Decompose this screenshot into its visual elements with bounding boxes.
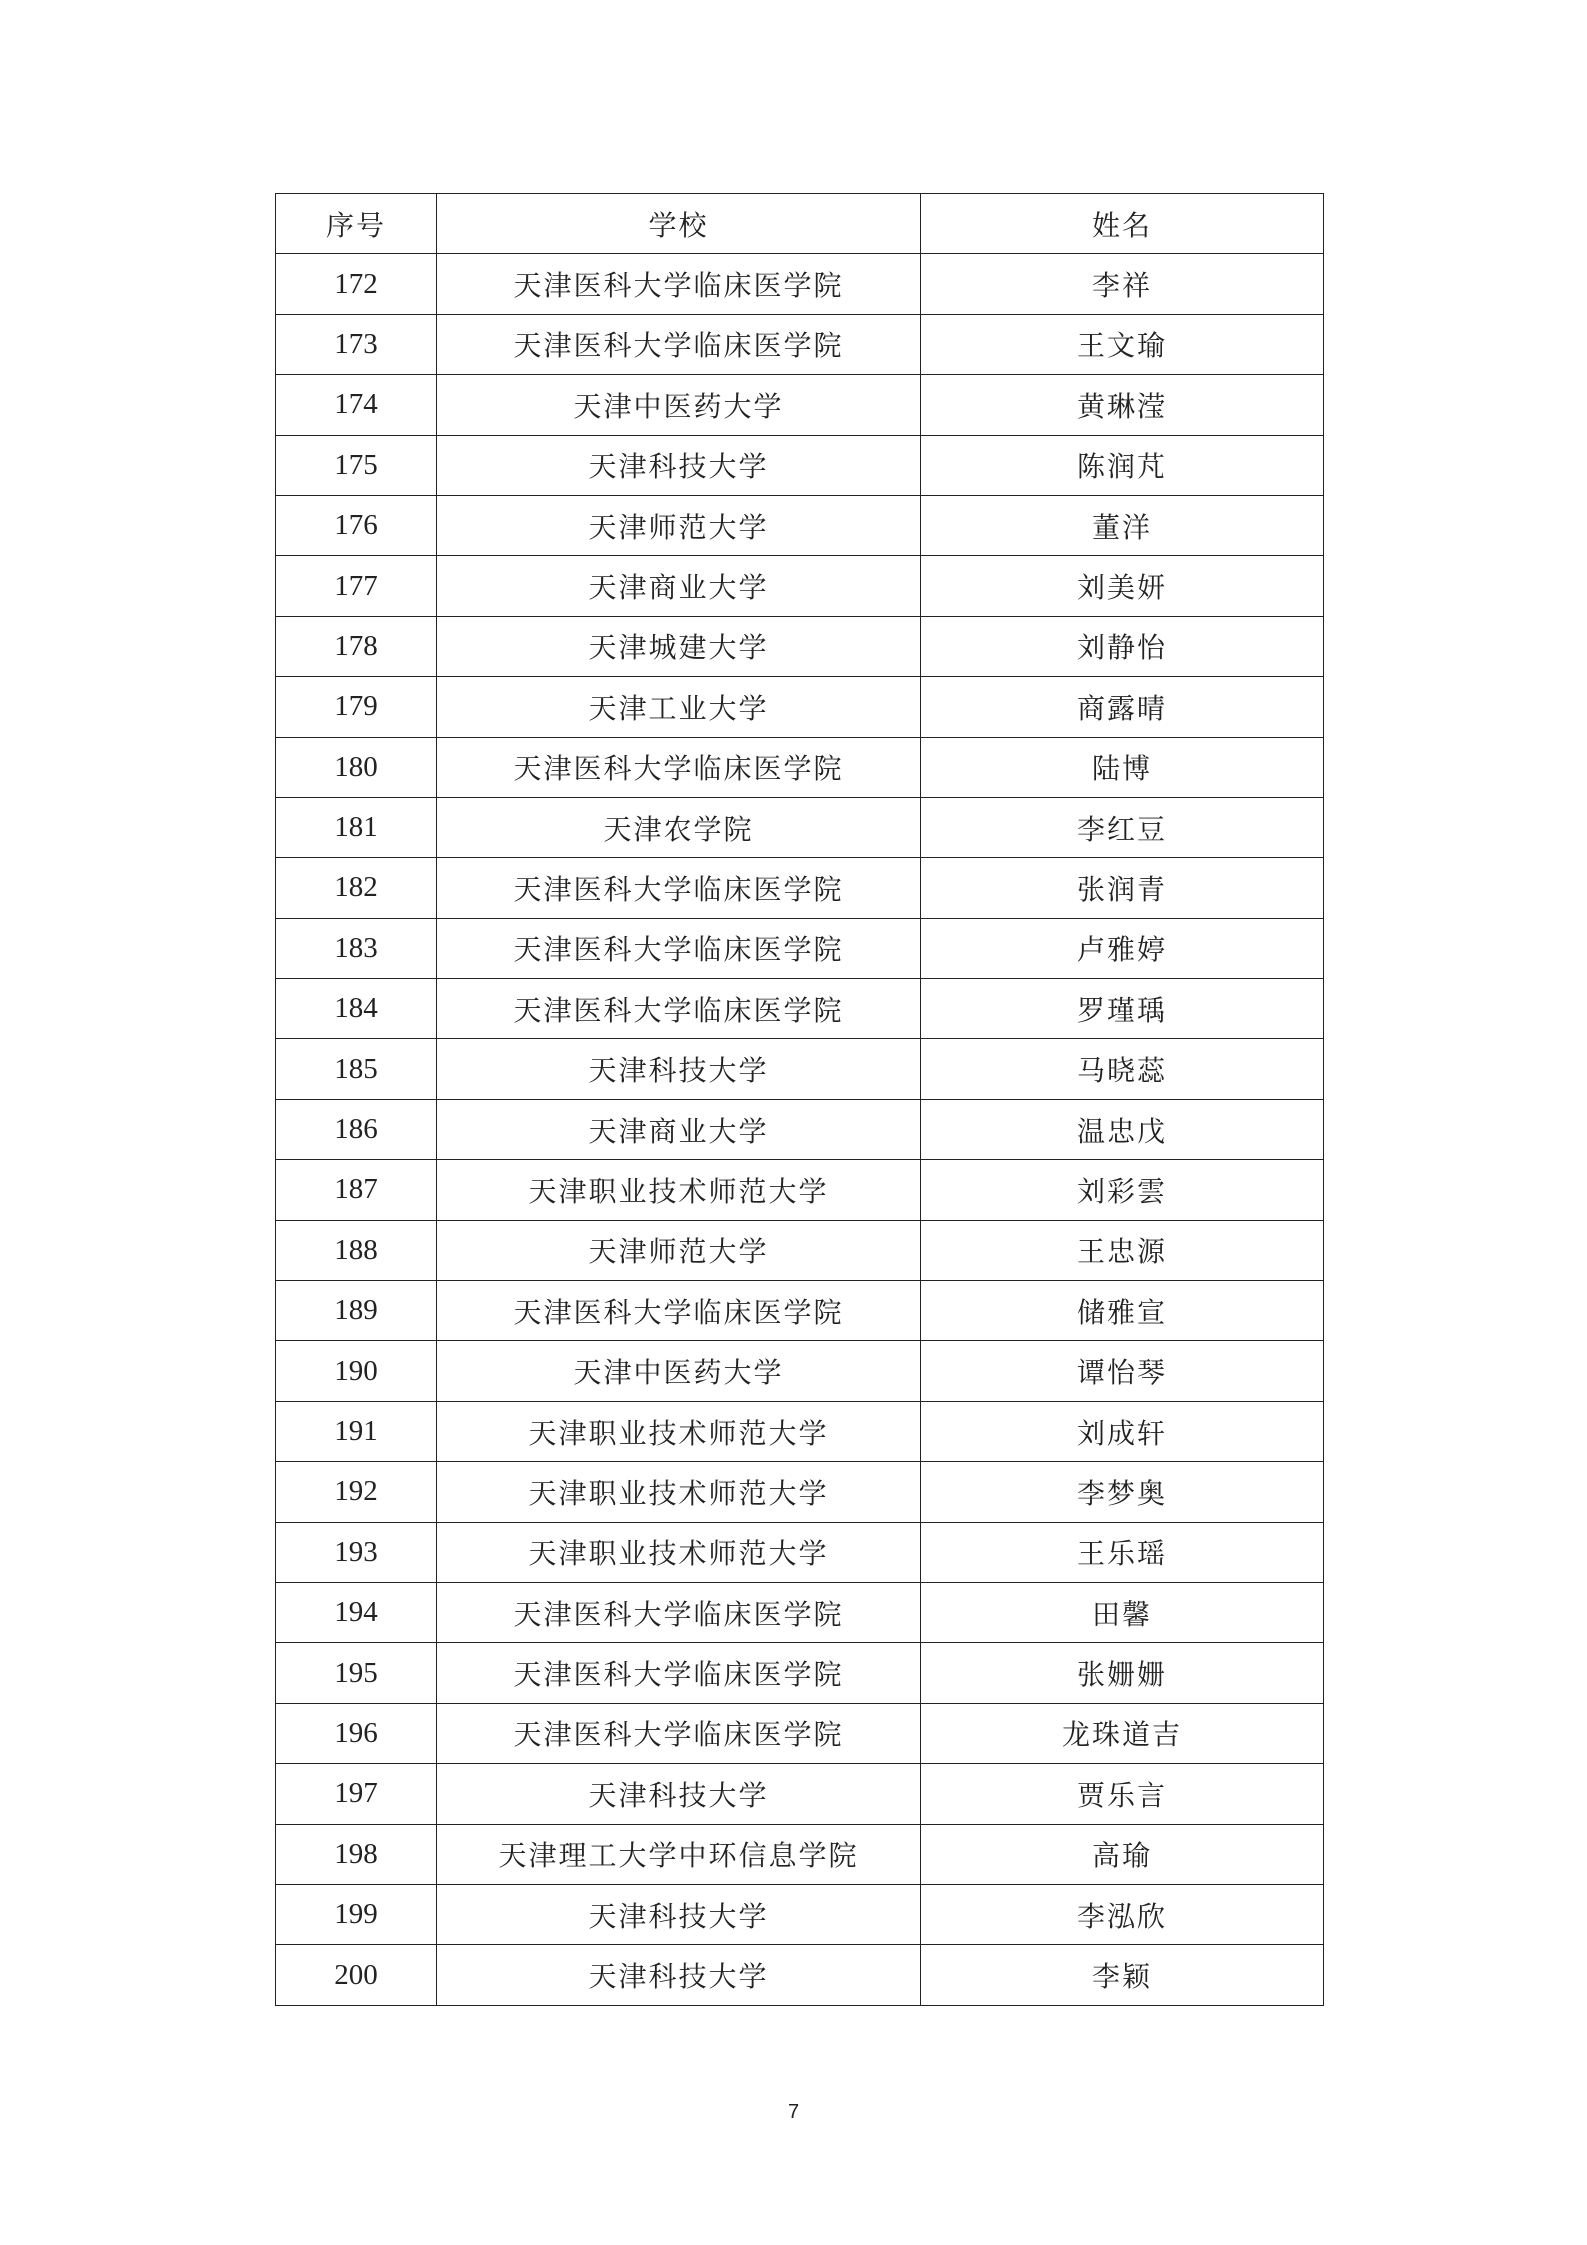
cell-name: 贾乐言 xyxy=(921,1764,1324,1824)
cell-school: 天津科技大学 xyxy=(437,1039,921,1099)
table-row xyxy=(276,1522,1324,1582)
cell-school: 天津职业技术师范大学 xyxy=(437,1401,921,1461)
cell-school: 天津农学院 xyxy=(437,797,921,857)
table-row xyxy=(276,858,1324,918)
cell-school: 天津科技大学 xyxy=(437,1945,921,2005)
cell-school: 天津职业技术师范大学 xyxy=(437,1522,921,1582)
cell-school: 天津科技大学 xyxy=(437,1764,921,1824)
cell-seq: 194 xyxy=(276,1582,437,1642)
cell-seq: 186 xyxy=(276,1099,437,1159)
cell-seq: 180 xyxy=(276,737,437,797)
cell-school: 天津医科大学临床医学院 xyxy=(437,1643,921,1703)
cell-school: 天津商业大学 xyxy=(437,556,921,616)
cell-school: 天津中医药大学 xyxy=(437,1341,921,1401)
cell-school: 天津医科大学临床医学院 xyxy=(437,979,921,1039)
cell-seq: 178 xyxy=(276,616,437,676)
cell-name: 刘静怡 xyxy=(921,616,1324,676)
cell-school: 天津职业技术师范大学 xyxy=(437,1462,921,1522)
cell-name: 储雅宣 xyxy=(921,1281,1324,1341)
cell-school: 天津科技大学 xyxy=(437,435,921,495)
cell-seq: 172 xyxy=(276,254,437,314)
cell-name: 张润青 xyxy=(921,858,1324,918)
table-row xyxy=(276,254,1324,314)
cell-name: 田馨 xyxy=(921,1582,1324,1642)
table-row xyxy=(276,1824,1324,1884)
table-row xyxy=(276,556,1324,616)
table-row xyxy=(276,435,1324,495)
table-row xyxy=(276,1462,1324,1522)
cell-name: 高瑜 xyxy=(921,1824,1324,1884)
cell-name: 谭怡琴 xyxy=(921,1341,1324,1401)
table-row xyxy=(276,1945,1324,2005)
cell-name: 马晓蕊 xyxy=(921,1039,1324,1099)
cell-seq: 191 xyxy=(276,1401,437,1461)
table-row xyxy=(276,1401,1324,1461)
cell-seq: 188 xyxy=(276,1220,437,1280)
table-row xyxy=(276,737,1324,797)
cell-name: 李泓欣 xyxy=(921,1884,1324,1944)
table-row xyxy=(276,1281,1324,1341)
cell-seq: 196 xyxy=(276,1703,437,1763)
cell-name: 李梦奥 xyxy=(921,1462,1324,1522)
cell-school: 天津师范大学 xyxy=(437,1220,921,1280)
cell-seq: 176 xyxy=(276,495,437,555)
cell-school: 天津医科大学临床医学院 xyxy=(437,918,921,978)
cell-seq: 190 xyxy=(276,1341,437,1401)
table-row xyxy=(276,1884,1324,1944)
cell-name: 李颖 xyxy=(921,1945,1324,2005)
cell-school: 天津医科大学临床医学院 xyxy=(437,858,921,918)
cell-seq: 182 xyxy=(276,858,437,918)
cell-school: 天津医科大学临床医学院 xyxy=(437,1281,921,1341)
cell-name: 王乐瑶 xyxy=(921,1522,1324,1582)
cell-name: 张姗姗 xyxy=(921,1643,1324,1703)
header-name: 姓名 xyxy=(921,194,1324,254)
cell-seq: 184 xyxy=(276,979,437,1039)
cell-school: 天津医科大学临床医学院 xyxy=(437,254,921,314)
cell-seq: 185 xyxy=(276,1039,437,1099)
cell-seq: 189 xyxy=(276,1281,437,1341)
cell-school: 天津医科大学临床医学院 xyxy=(437,314,921,374)
table-row xyxy=(276,1643,1324,1703)
table-row xyxy=(276,979,1324,1039)
cell-name: 李祥 xyxy=(921,254,1324,314)
cell-seq: 183 xyxy=(276,918,437,978)
cell-school: 天津商业大学 xyxy=(437,1099,921,1159)
table-row xyxy=(276,797,1324,857)
cell-seq: 198 xyxy=(276,1824,437,1884)
cell-name: 黄琳滢 xyxy=(921,375,1324,435)
page-number: 7 xyxy=(787,2101,800,2123)
table-row xyxy=(276,1099,1324,1159)
header-school: 学校 xyxy=(437,194,921,254)
table-header-row xyxy=(276,194,1324,254)
cell-school: 天津医科大学临床医学院 xyxy=(437,1703,921,1763)
cell-name: 刘美妍 xyxy=(921,556,1324,616)
cell-name: 陆博 xyxy=(921,737,1324,797)
cell-school: 天津工业大学 xyxy=(437,677,921,737)
cell-seq: 193 xyxy=(276,1522,437,1582)
cell-seq: 177 xyxy=(276,556,437,616)
cell-seq: 173 xyxy=(276,314,437,374)
table-row xyxy=(276,616,1324,676)
table-row xyxy=(276,1582,1324,1642)
roster-table xyxy=(275,193,1324,2006)
cell-name: 王文瑜 xyxy=(921,314,1324,374)
cell-name: 温忠戊 xyxy=(921,1099,1324,1159)
table-row xyxy=(276,1703,1324,1763)
cell-seq: 181 xyxy=(276,797,437,857)
table-row xyxy=(276,314,1324,374)
cell-school: 天津师范大学 xyxy=(437,495,921,555)
cell-seq: 200 xyxy=(276,1945,437,2005)
cell-name: 李红豆 xyxy=(921,797,1324,857)
cell-name: 刘成轩 xyxy=(921,1401,1324,1461)
cell-seq: 187 xyxy=(276,1160,437,1220)
cell-school: 天津城建大学 xyxy=(437,616,921,676)
cell-seq: 174 xyxy=(276,375,437,435)
cell-school: 天津科技大学 xyxy=(437,1884,921,1944)
cell-name: 王忠源 xyxy=(921,1220,1324,1280)
cell-name: 龙珠道吉 xyxy=(921,1703,1324,1763)
table-row xyxy=(276,1220,1324,1280)
table-row xyxy=(276,495,1324,555)
cell-name: 董洋 xyxy=(921,495,1324,555)
cell-name: 罗瑾瑀 xyxy=(921,979,1324,1039)
cell-seq: 179 xyxy=(276,677,437,737)
cell-seq: 197 xyxy=(276,1764,437,1824)
cell-school: 天津医科大学临床医学院 xyxy=(437,737,921,797)
table-row xyxy=(276,677,1324,737)
cell-school: 天津职业技术师范大学 xyxy=(437,1160,921,1220)
cell-school: 天津中医药大学 xyxy=(437,375,921,435)
table-row xyxy=(276,1341,1324,1401)
cell-name: 卢雅婷 xyxy=(921,918,1324,978)
cell-seq: 175 xyxy=(276,435,437,495)
header-seq: 序号 xyxy=(276,194,437,254)
table-row xyxy=(276,375,1324,435)
table-row xyxy=(276,1039,1324,1099)
table-body xyxy=(276,254,1324,2005)
cell-seq: 195 xyxy=(276,1643,437,1703)
cell-name: 刘彩雲 xyxy=(921,1160,1324,1220)
cell-name: 陈润芃 xyxy=(921,435,1324,495)
table-row xyxy=(276,1764,1324,1824)
table-row xyxy=(276,1160,1324,1220)
cell-seq: 199 xyxy=(276,1884,437,1944)
cell-seq: 192 xyxy=(276,1462,437,1522)
table-row xyxy=(276,918,1324,978)
cell-school: 天津医科大学临床医学院 xyxy=(437,1582,921,1642)
cell-name: 商露晴 xyxy=(921,677,1324,737)
cell-school: 天津理工大学中环信息学院 xyxy=(437,1824,921,1884)
